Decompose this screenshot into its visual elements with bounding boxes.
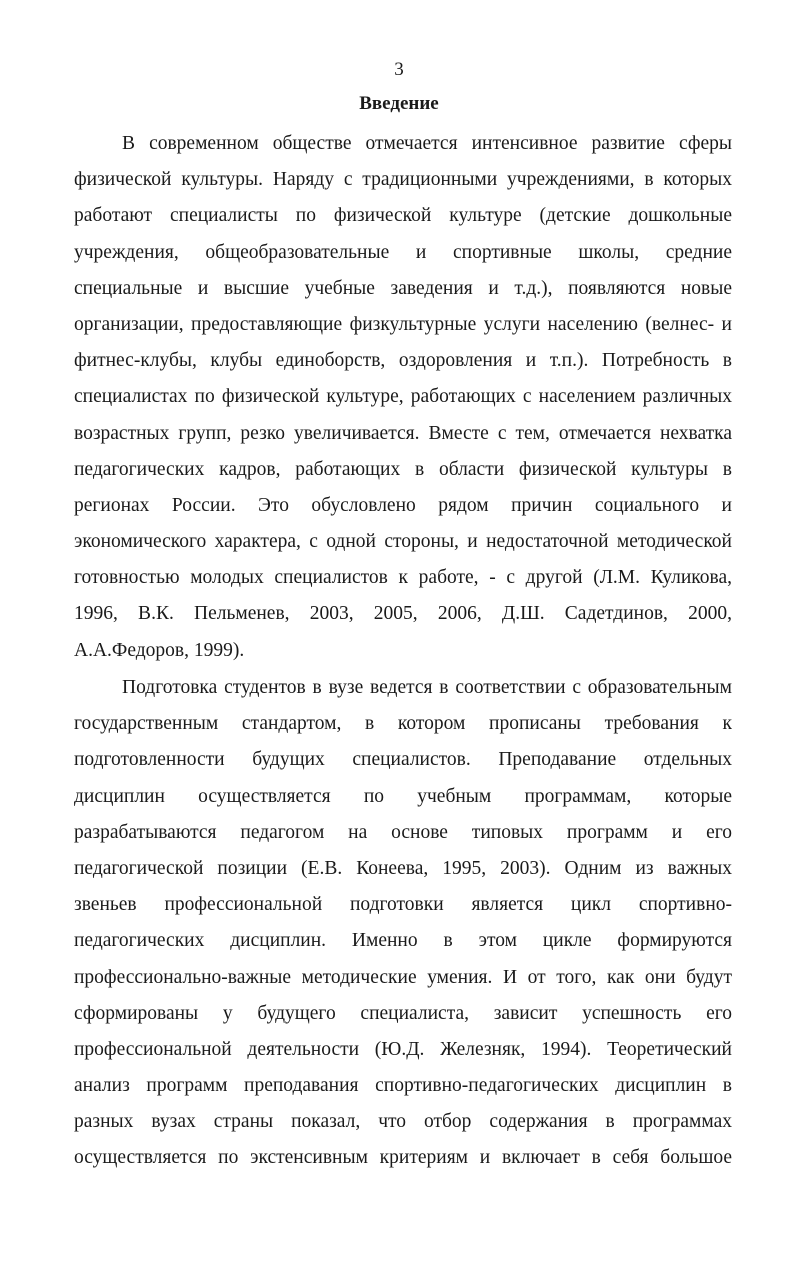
paragraph-2 (74, 670, 732, 1177)
text-line: экономического характера, с одной стороны, и недостаточной методической (74, 531, 732, 553)
text-line: учреждения, общеобразовательные и спортивные школы, средние (74, 241, 732, 263)
text-line: профессионально-важные методические умения. И от того, как они будут (74, 966, 732, 988)
text-line: В современном обществе отмечается интенсивное развитие сферы (122, 133, 732, 154)
text-line: сформированы у будущего специалиста, зависит успешность его (74, 1002, 732, 1024)
text-line: профессиональной деятельности (Ю.Д. Железняк, 1994). Теоретический (74, 1038, 732, 1060)
text-line: осуществляется по экстенсивным критериям и включает в себя большое (74, 1147, 732, 1169)
text-line: фитнес-клубы, клубы единоборств, оздоровления и т.п.). Потребность в (74, 350, 732, 372)
text-line: специальные и высшие учебные заведения и т.д.), появляются новые (74, 277, 732, 299)
text-line: организации, предоставляющие физкультурные услуги населению (велнес- и (74, 313, 732, 335)
text-line: разрабатываются педагогом на основе типовых программ и его (74, 821, 732, 843)
text-line: Подготовка студентов в вузе ведется в соответствии с образовательным (122, 677, 732, 698)
text-line: разных вузах страны показал, что отбор содержания в программах (74, 1111, 732, 1133)
text-line: государственным стандартом, в котором прописаны требования к (74, 713, 732, 735)
text-line: А.А.Федоров, 1999). (74, 639, 245, 661)
page-number: 3 (394, 59, 404, 80)
text-line: работают специалисты по физической культуре (детские дошкольные (74, 205, 732, 227)
text-line: специалистах по физической культуре, работающих с населением различных (74, 386, 732, 408)
text-line: физической культуры. Наряду с традиционными учреждениями, в которых (74, 169, 732, 191)
text-line: подготовленности будущих специалистов. Преподавание отдельных (74, 749, 732, 771)
text-line: педагогических кадров, работающих в области физической культуры в (74, 458, 732, 480)
text-line: педагогических дисциплин. Именно в этом цикле формируются (74, 930, 732, 952)
text-line: педагогической позиции (Е.В. Конеева, 1995, 2003). Одним из важных (74, 857, 732, 879)
text-line: готовностью молодых специалистов к работе, - с другой (Л.М. Куликова, (74, 567, 732, 589)
paragraph-1 (74, 126, 732, 669)
text-line: 1996, В.К. Пельменев, 2003, 2005, 2006, Д.Ш. Садетдинов, 2000, (74, 603, 732, 625)
section-heading: Введение (359, 93, 439, 114)
text-line: дисциплин осуществляется по учебным программам, которые (74, 785, 732, 807)
text-line: анализ программ преподавания спортивно-педагогических дисциплин в (74, 1075, 732, 1097)
text-line: звеньев профессиональной подготовки является цикл спортивно- (74, 894, 732, 916)
text-line: возрастных групп, резко увеличивается. Вместе с тем, отмечается нехватка (74, 422, 732, 444)
text-line: регионах России. Это обусловлено рядом причин социального и (74, 494, 732, 516)
